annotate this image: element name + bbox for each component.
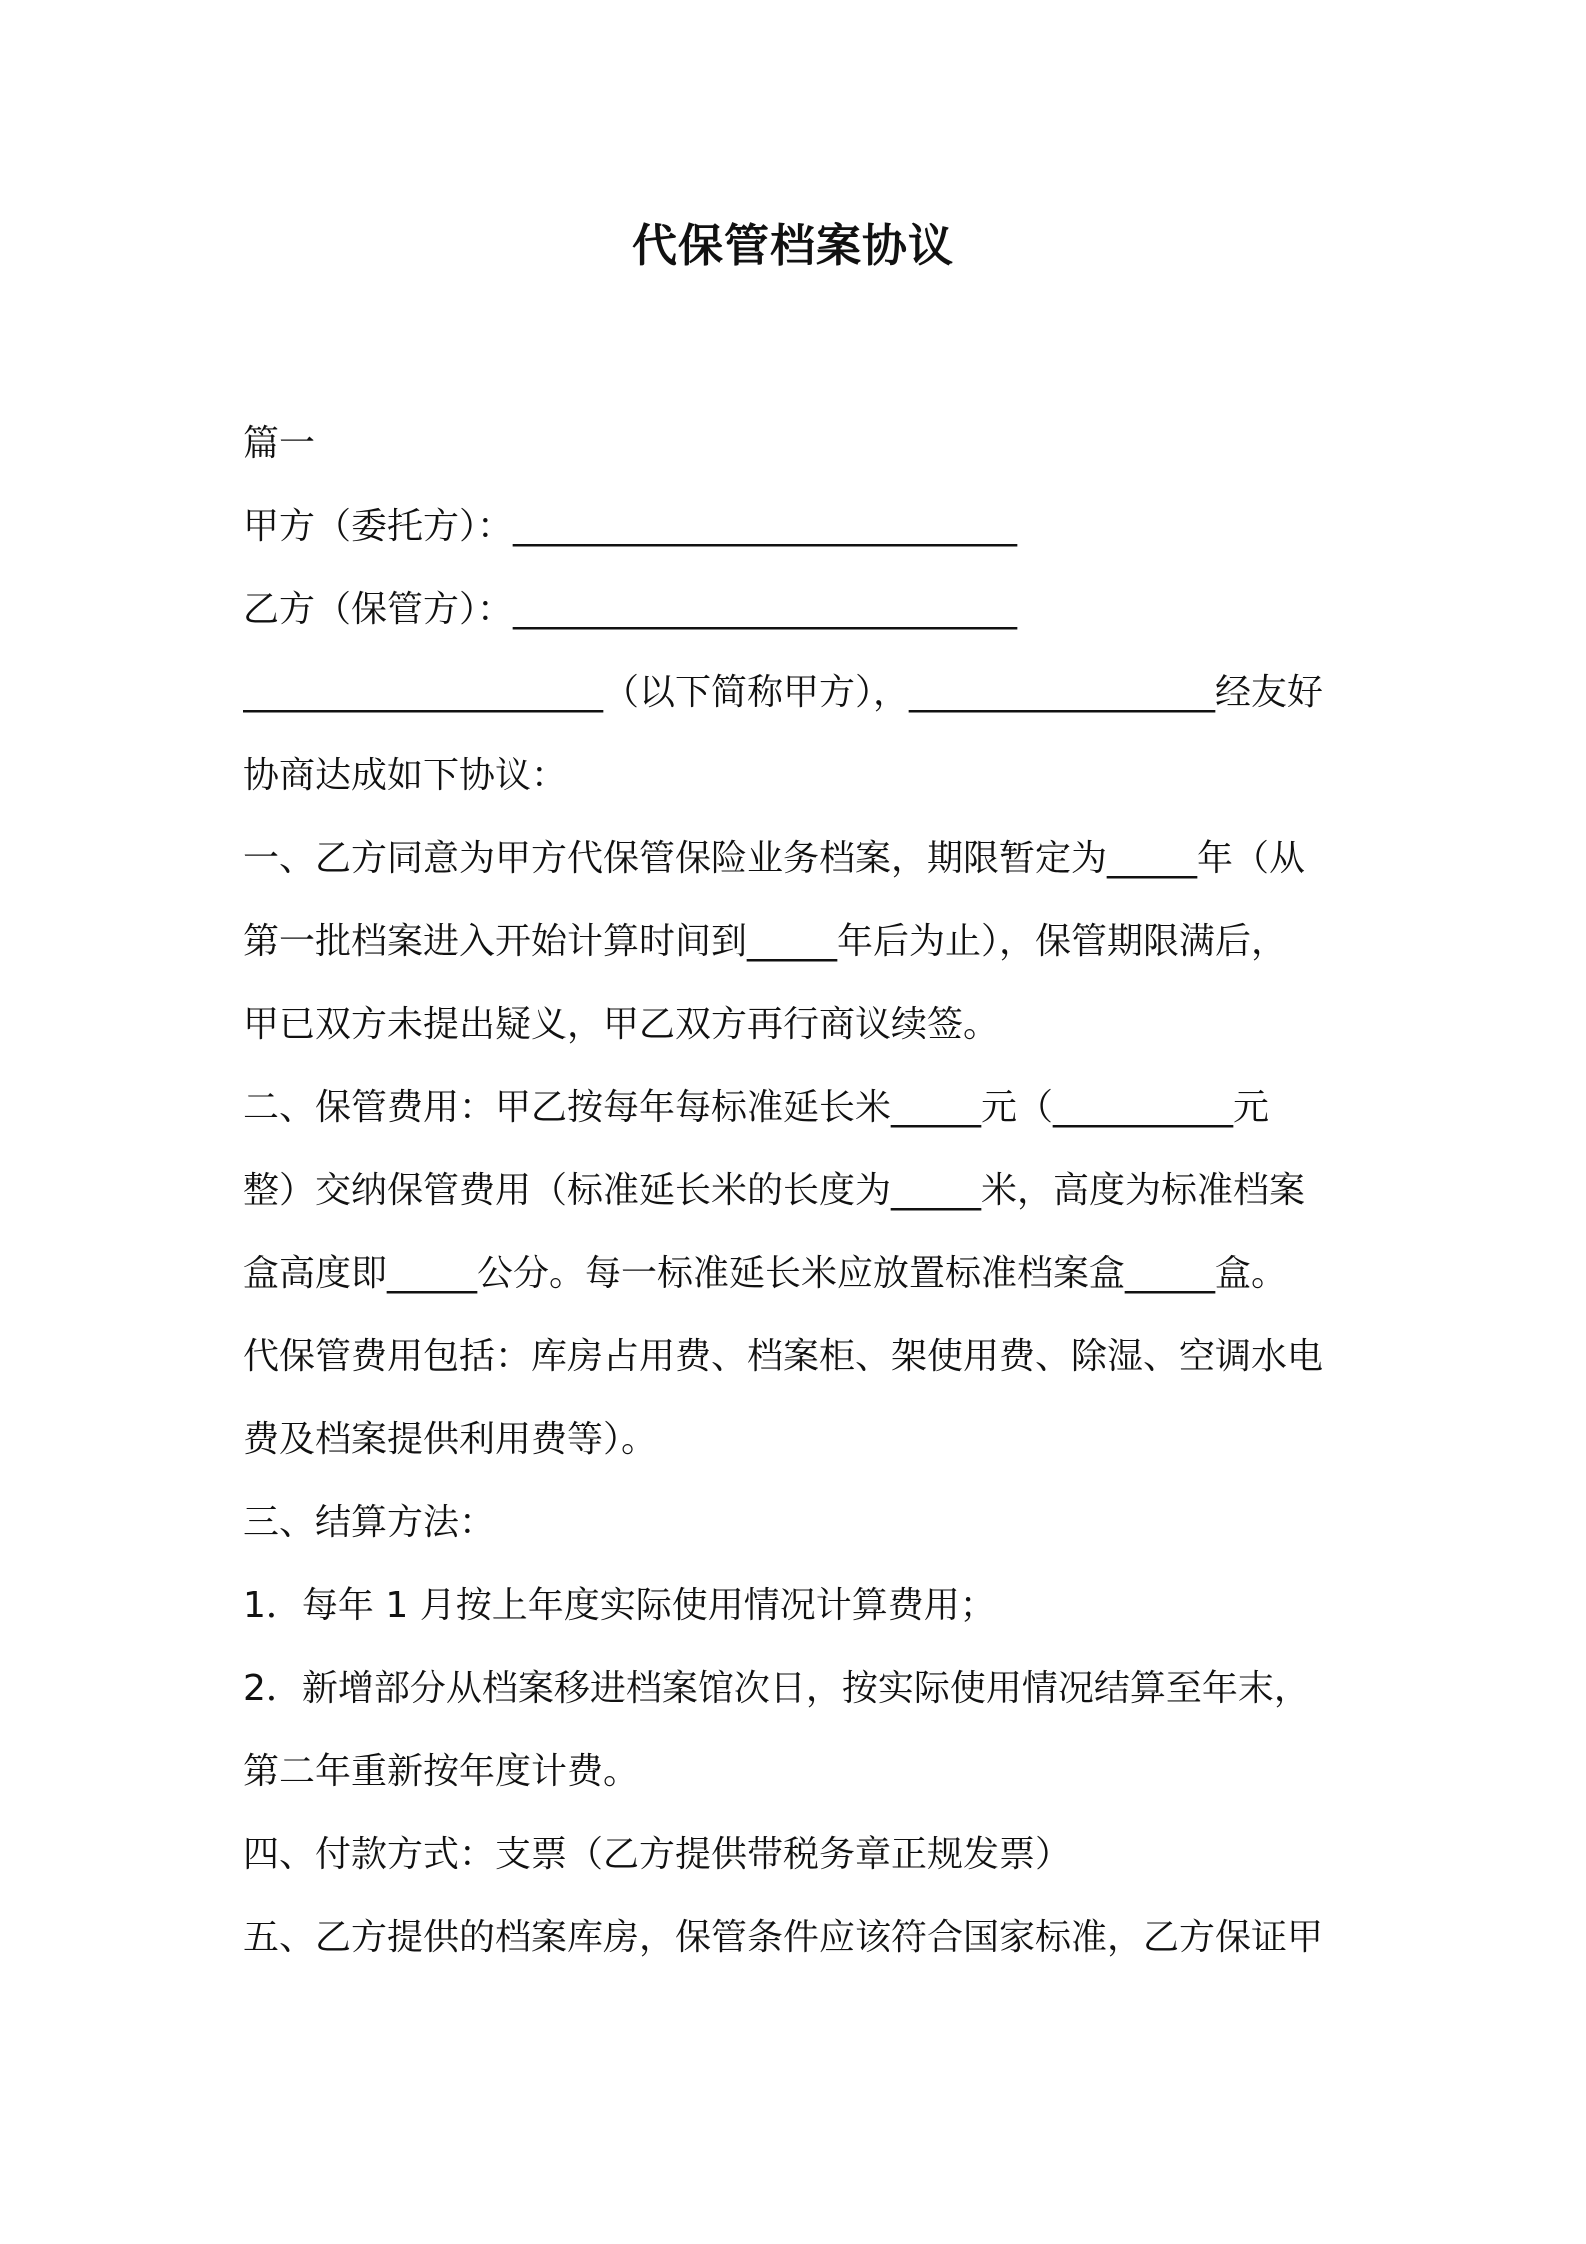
paragraph-line: ____________________（以下简称甲方），_________________经友好 [243,672,1324,713]
party-a-line: 甲方（委托方）：____________________________ [243,506,1018,547]
clause-line: 整）交纳保管费用（标准延长米的长度为_____米，高度为标准档案 [243,1170,1306,1211]
clause-line: 甲已双方未提出疑义，甲乙双方再行商议续签。 [243,1004,1000,1045]
clause-line: 四、付款方式：支票（乙方提供带税务章正规发票） [243,1834,1072,1875]
document-title: 代保管档案协议 [631,219,954,272]
clause-line: 五、乙方提供的档案库房，保管条件应该符合国家标准，乙方保证甲 [243,1917,1324,1958]
clause-line: 第一批档案进入开始计算时间到_____年后为止），保管期限满后， [243,921,1288,962]
clause-line: 二、保管费用：甲乙按每年每标准延长米_____元（__________元 [243,1087,1270,1128]
party-b-line: 乙方（保管方）：____________________________ [243,589,1018,630]
clause-line: 第二年重新按年度计费。 [243,1751,640,1792]
clause-line: 盒高度即_____公分。每一标准延长米应放置标准档案盒_____盒。 [243,1253,1288,1294]
clause-line: 费及档案提供利用费等）。 [243,1419,658,1460]
clause-line: 一、乙方同意为甲方代保管保险业务档案，期限暂定为_____年（从 [243,838,1306,879]
clause-line: 2．新增部分从档案移进档案馆次日，按实际使用情况结算至年末， [243,1668,1310,1709]
clause-line: 三、结算方法： [243,1502,496,1543]
paragraph-line: 协商达成如下协议： [243,755,568,796]
section-heading: 篇一 [243,423,316,464]
clause-line: 代保管费用包括：库房占用费、档案柜、架使用费、除湿、空调水电 [243,1336,1324,1377]
clause-line: 1．每年 1 月按上年度实际使用情况计算费用； [243,1585,996,1626]
document-body [243,402,1355,1979]
